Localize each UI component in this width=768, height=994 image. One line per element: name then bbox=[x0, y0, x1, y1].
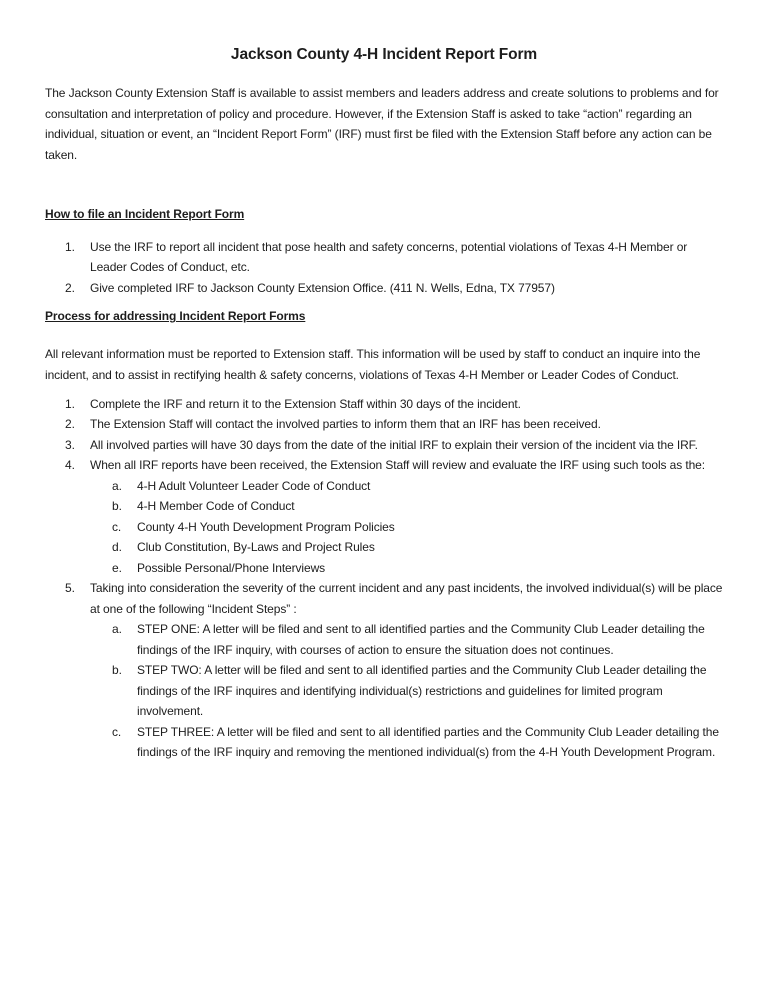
incident-steps-sublist bbox=[90, 619, 723, 763]
sublist-item bbox=[90, 496, 723, 517]
heading-how-to-file: How to file an Incident Report Form bbox=[45, 206, 245, 221]
sublist-item bbox=[90, 537, 723, 558]
list-item-text: All involved parties will have 30 days from the date of the initial IRF to explain their version of the incident via the IRF. bbox=[90, 437, 698, 452]
list-item-text: Complete the IRF and return it to the Extension Staff within 30 days of the incident. bbox=[90, 396, 521, 411]
sublist-item bbox=[90, 558, 723, 579]
sublist-item-text: STEP ONE: A letter will be filed and sent to all identified parties and the Community Club Leader detailing the findings of the IRF inquiry, with courses of action to ensure the situation does not continues. bbox=[137, 622, 705, 657]
sublist-item bbox=[90, 476, 723, 497]
list-item-text: The Extension Staff will contact the involved parties to inform them that an IRF has been received. bbox=[90, 417, 601, 432]
list-item bbox=[45, 394, 723, 415]
sublist-item-text: Club Constitution, By-Laws and Project Rules bbox=[137, 540, 375, 555]
sublist-item-text: County 4-H Youth Development Program Policies bbox=[137, 519, 395, 534]
list-item bbox=[45, 237, 723, 278]
sublist-item-text: STEP TWO: A letter will be filed and sent to all identified parties and the Community Club Leader detailing the findings of the IRF inquires and identifying individual(s) restrictions and guidelines for limited program involvement. bbox=[137, 663, 707, 719]
list-item-text: Give completed IRF to Jackson County Extension Office. (411 N. Wells, Edna, TX 77957) bbox=[90, 280, 555, 295]
sublist-item bbox=[90, 517, 723, 538]
process-list bbox=[45, 394, 723, 763]
process-paragraph: All relevant information must be reported to Extension staff. This information will be used by staff to conduct an inquire into the incident, and to assist in rectifying health & safety concerns, violations of Texas 4-H Member or Leader Codes of Conduct. bbox=[45, 347, 701, 383]
sublist-item bbox=[90, 722, 723, 763]
how-to-file-list bbox=[45, 237, 723, 299]
list-item bbox=[45, 414, 723, 435]
list-item-text: Use the IRF to report all incident that pose health and safety concerns, potential violations of Texas 4-H Member or Leader Codes of Conduct, etc. bbox=[90, 239, 688, 275]
document-title: Jackson County 4-H Incident Report Form bbox=[230, 46, 538, 63]
list-item bbox=[45, 278, 723, 299]
list-item-text: When all IRF reports have been received, the Extension Staff will review and evaluate the IRF using such tools as the: bbox=[90, 458, 705, 473]
list-item bbox=[45, 435, 723, 456]
list-item bbox=[45, 578, 723, 763]
review-tools-sublist bbox=[90, 476, 723, 579]
sublist-item-text: STEP THREE: A letter will be filed and sent to all identified parties and the Community Club Leader detailing the findings of the IRF inquiry and removing the mentioned individual(s) from the 4-H Youth Development Program. bbox=[137, 724, 719, 760]
intro-paragraph: The Jackson County Extension Staff is available to assist members and leaders address and create solutions to problems and for consultation and interpretation of policy and procedure. However, if the Extension Staff is asked to take “action” regarding an individual, situation or event, an “Incident Report Form” (IRF) must first be filed with the Extension Staff before any action can be taken. bbox=[45, 86, 719, 163]
list-item-text: Taking into consideration the severity of the current incident and any past incidents, the involved individual(s) will be place at one of the following “Incident Steps” : bbox=[90, 581, 723, 616]
sublist-item-text: 4-H Adult Volunteer Leader Code of Conduct bbox=[137, 478, 371, 493]
sublist-item-text: Possible Personal/Phone Interviews bbox=[137, 560, 326, 575]
list-item bbox=[45, 455, 723, 578]
sublist-item bbox=[90, 619, 723, 660]
heading-process: Process for addressing Incident Report Forms bbox=[45, 309, 306, 324]
sublist-item-text: 4-H Member Code of Conduct bbox=[137, 499, 295, 514]
sublist-item bbox=[90, 660, 723, 722]
